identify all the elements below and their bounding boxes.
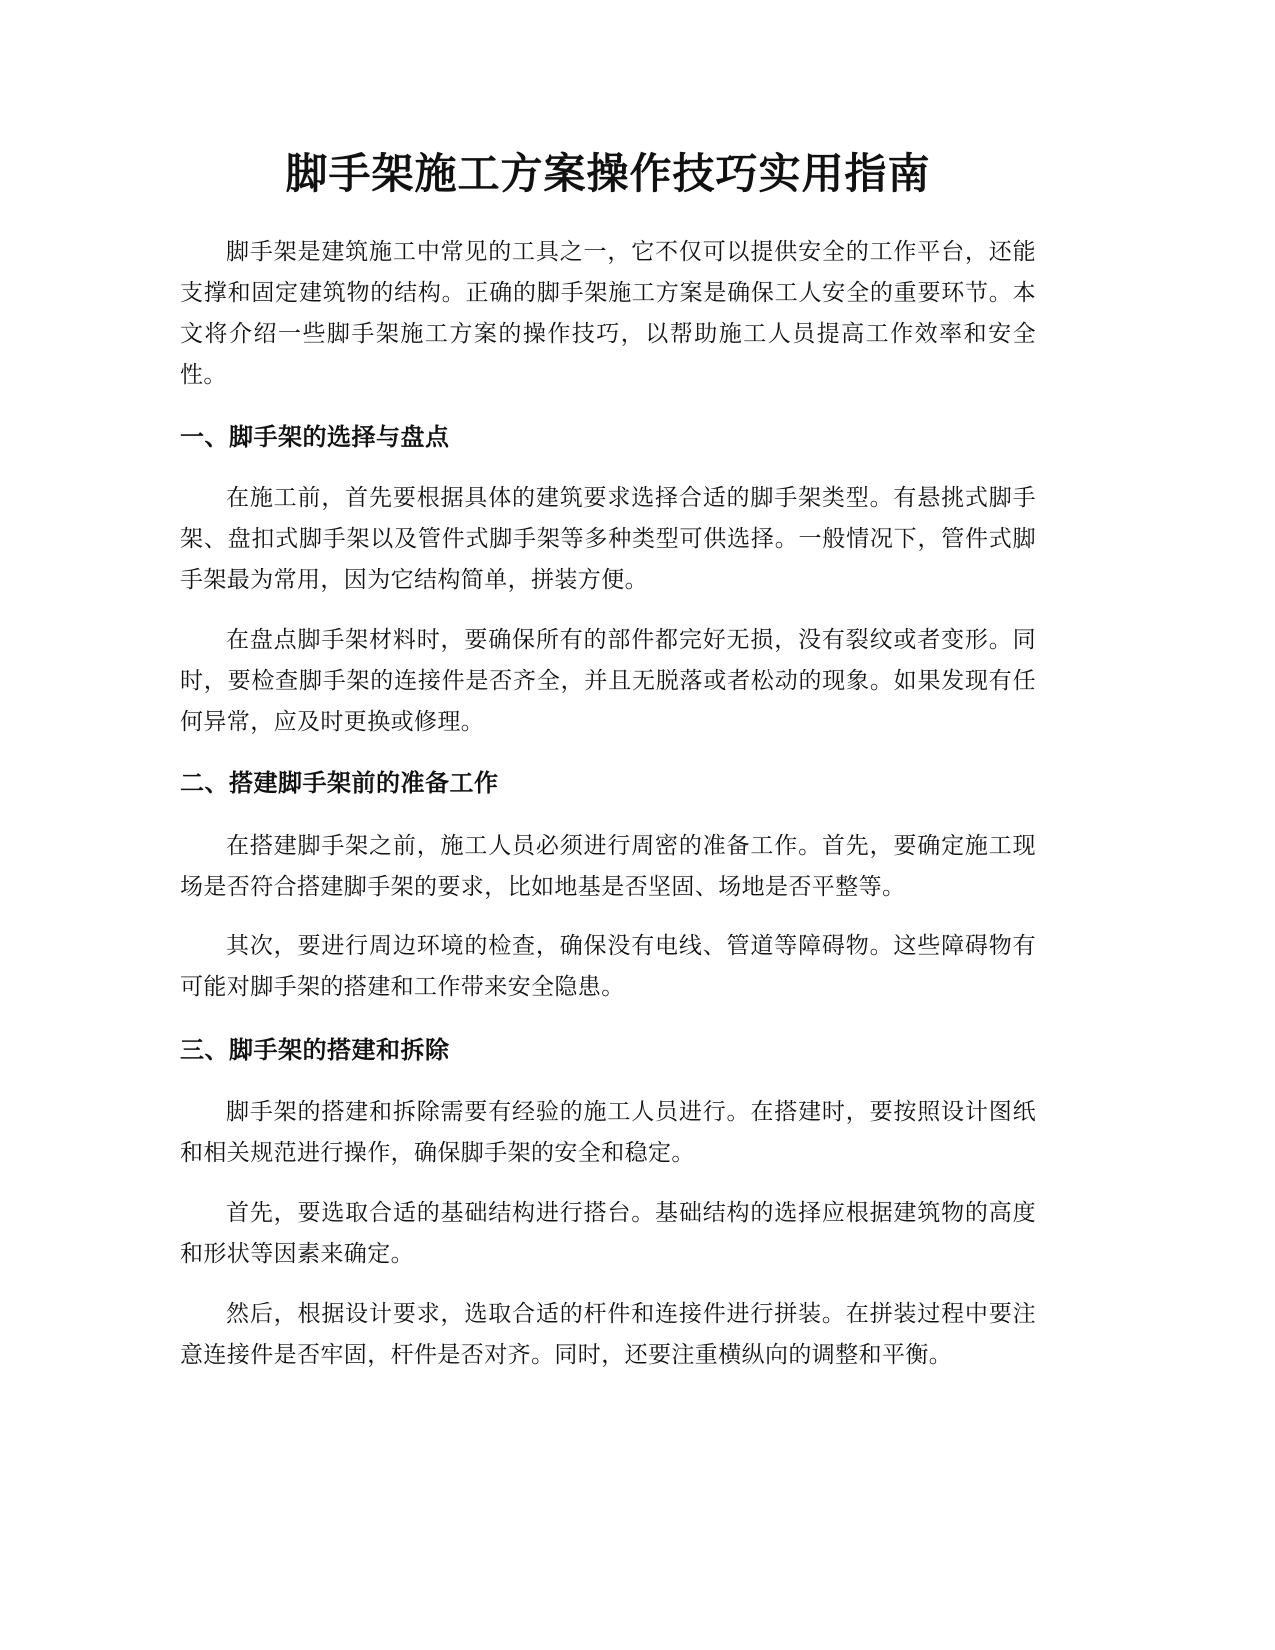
section-2-heading: 二、搭建脚手架前的准备工作 — [180, 769, 499, 797]
section-1-paragraph-2: 在盘点脚手架材料时，要确保所有的部件都完好无损，没有裂纹或者变形。同时，要检查脚手架的连接件是否齐全，并且无脱落或者松动的现象。如果发现有任何异常，应及时更换或修理。 — [180, 627, 1036, 735]
document-page — [180, 0, 1036, 1650]
section-1-heading: 一、脚手架的选择与盘点 — [180, 423, 450, 451]
section-3-paragraph-3: 然后，根据设计要求，选取合适的杆件和连接件进行拼装。在拼装过程中要注意连接件是否牢固，杆件是否对齐。同时，还要注重横纵向的调整和平衡。 — [180, 1301, 1036, 1368]
section-2-paragraph-1: 在搭建脚手架之前，施工人员必须进行周密的准备工作。首先，要确定施工现场是否符合搭建脚手架的要求，比如地基是否坚固、场地是否平整等。 — [180, 833, 1036, 900]
document-title: 脚手架施工方案操作技巧实用指南 — [285, 149, 931, 198]
section-3-paragraph-1: 脚手架的搭建和拆除需要有经验的施工人员进行。在搭建时，要按照设计图纸和相关规范进行操作，确保脚手架的安全和稳定。 — [180, 1099, 1036, 1166]
section-2-paragraph-2: 其次，要进行周边环境的检查，确保没有电线、管道等障碍物。这些障碍物有可能对脚手架的搭建和工作带来安全隐患。 — [180, 933, 1036, 1000]
section-1-paragraph-1: 在施工前，首先要根据具体的建筑要求选择合适的脚手架类型。有悬挑式脚手架、盘扣式脚手架以及管件式脚手架等多种类型可供选择。一般情况下，管件式脚手架最为常用，因为它结构简单，拼装方便。 — [180, 485, 1036, 593]
intro-paragraph: 脚手架是建筑施工中常见的工具之一，它不仅可以提供安全的工作平台，还能支撑和固定建筑物的结构。正确的脚手架施工方案是确保工人安全的重要环节。本文将介绍一些脚手架施工方案的操作技巧，以帮助施工人员提高工作效率和安全性。 — [180, 239, 1036, 388]
section-3-heading: 三、脚手架的搭建和拆除 — [180, 1036, 450, 1064]
section-3-paragraph-2: 首先，要选取合适的基础结构进行搭台。基础结构的选择应根据建筑物的高度和形状等因素来确定。 — [180, 1200, 1036, 1267]
